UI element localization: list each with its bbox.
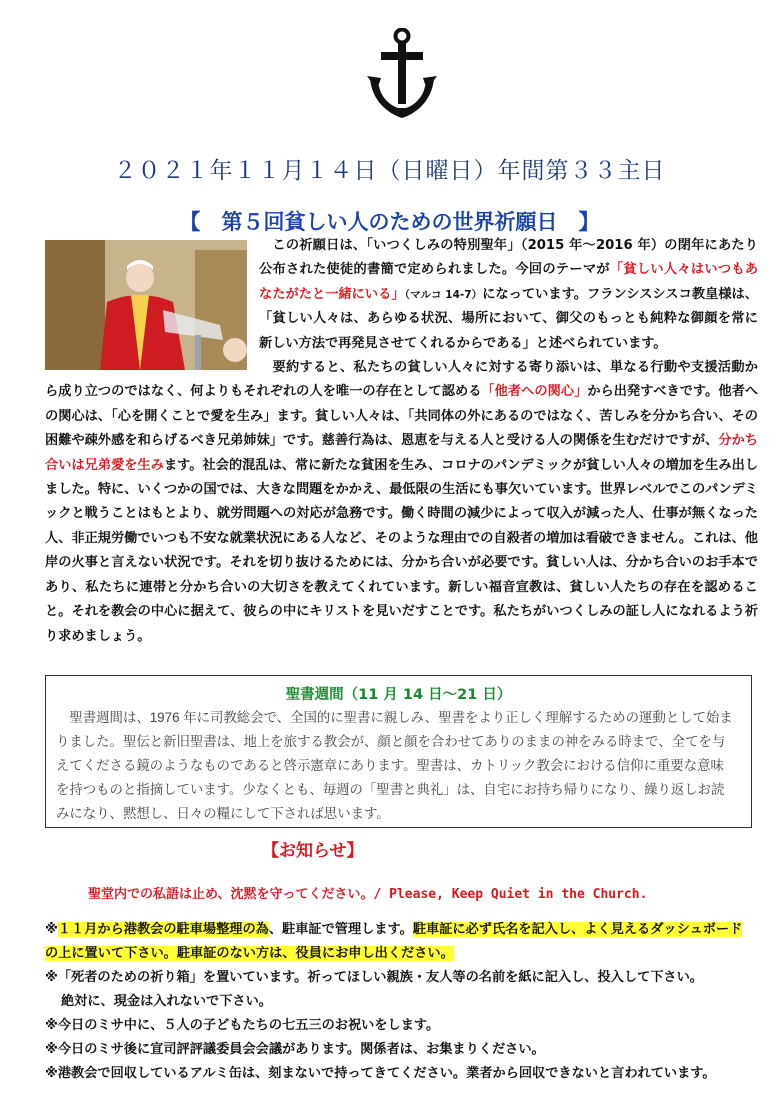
bible-week-box xyxy=(45,675,752,828)
notice-text: 、駐車証で管理します。 xyxy=(268,922,413,937)
article-body xyxy=(45,234,758,649)
notice-highlight-2: 駐車証に必ず氏名を記入し、よく見えるダッシュボードの上に置いて下さい。駐車証のない方は、役員にお申し出ください。 xyxy=(45,922,743,961)
notice-item: ※今日のミサ後に宣司評評議委員会会議があります。関係者は、お集まりください。 xyxy=(45,1042,545,1057)
notices-title: 【お知らせ】 xyxy=(262,841,364,861)
article-red-1: 「他者への関心」 xyxy=(481,384,588,400)
quiet-notice: 聖堂内での私語は止め、沈黙を守ってください。/ Please, Keep Quiet in the Church. xyxy=(88,887,648,902)
photo-spacer xyxy=(45,234,259,374)
notice-item: ※「死者のための祈り箱」を置いています。祈ってほしい親族・友人等の名前を紙に記入し、投入して下さい。 xyxy=(45,970,703,985)
article-ref: （マルコ 14-7） xyxy=(404,288,483,301)
bible-week-body: 聖書週間は、1976 年に司教総会で、全国的に聖書に親しみ、聖書をより正しく理解するための運動として始まりました。聖伝と新旧聖書は、地上を旅する教会が、顔と顔を合わせてありのままの神をみる時まで、全てを与えてくださる鏡のようなものであると啓示憲章にあります。聖書は、カトリック教会における信仰に重要な意味を持つものと指摘しています。少なくとも、毎週の「聖書と典礼」は、自宅にお持ち帰りになり、繰り返しお読みになり、黙想し、日々の糧にして下されば思います。 xyxy=(56,710,733,821)
notice-item xyxy=(45,918,755,966)
notice-item: ※今日のミサ中に、５人の子どもたちの七五三のお祝いをします。 xyxy=(45,1018,440,1033)
article-p1-a: この祈願日は、「いつくしみの特別聖年」（2015 年～2016 年）の閉年にあたり公布された使徒的書簡で定められました。今回のテーマが xyxy=(259,238,758,278)
notice-mark: ※ xyxy=(45,922,58,937)
notice-highlight-1: １１月から港教会の駐車場整理の為 xyxy=(57,922,269,937)
article-theme: 「貧しい人々はいつもあなたがたと一緒にいる」 xyxy=(259,262,759,302)
date-title: ２０２１年１１月１４日（日曜日）年間第３３主日 xyxy=(113,158,666,184)
article-p2-b: から出発すべきです。他者への関心は、「心を開くことで愛を生み」ます。貧しい人々は、「共同体の外にあるのではなく、苦しみを分かち合い、その困難や疎外感を和らげるべき兄弟姉妹」です。慈善行為は、恩恵を与える人と受ける人の関係を生むだけですが、 xyxy=(45,384,759,449)
article-red-2: 分かち合いは兄弟愛を生み xyxy=(45,433,758,473)
notice-item-cont: 絶対に、現金は入れないで下さい。 xyxy=(61,994,272,1009)
article-p2-c: ます。社会的混乱は、常に新たな貧困を生み、コロナのパンデミックが貧しい人々の増加を生み出しました。特に、いくつかの国では、大きな問題をかかえ、最低限の生活にも事欠いています。世界レベルでこのパンデミックと戦うことはもとより、就労問題への対応が急務です。働く時間の減少によって収入が減った人、仕事が無くなった人、非正規労働でいつも不安な就業状況にある人など、そのような理由での自殺者の増加は看破できません。これは、他岸の火事と言えない状況です。それを切り抜けるためには、分かち合いが必要です。貧しい人は、分かち合いのお手本であり、私たちに連帯と分かち合いの大切さを教えてくれています。新しい福音宣教は、貧しい人たちの存在を認めること。それを教会の中心に据えて、彼らの中にキリストを見いだすことです。私たちがいつくしみの証し人になれるよう祈り求めましょう。 xyxy=(45,457,759,644)
notices-list xyxy=(45,918,755,1086)
bible-week-title: 聖書週間（11 月 14 日～21 日） xyxy=(285,687,512,703)
article-heading: 【 第５回貧しい人のための世界祈願日 】 xyxy=(179,210,600,234)
article-p1-b: になっています。フランシスシスコ教皇様は、「貧しい人々は、あらゆる状況、場所において、御父のもっとも純粋な御顔を常に新しい方法で再発見させてくれるからである」と述べられています。 xyxy=(259,286,758,351)
anchor-icon xyxy=(367,28,437,120)
notice-item: ※港教会で回収しているアルミ缶は、刻まないで持ってきてください。業者から回収できないと言われています。 xyxy=(45,1066,716,1081)
article-p2-a: 要約すると、私たちの貧しい人々に対する寄り添いは、単なる行動や支援活動から成り立つのではなく、何よりもそれぞれの人を唯一の存在として認める xyxy=(45,360,758,400)
